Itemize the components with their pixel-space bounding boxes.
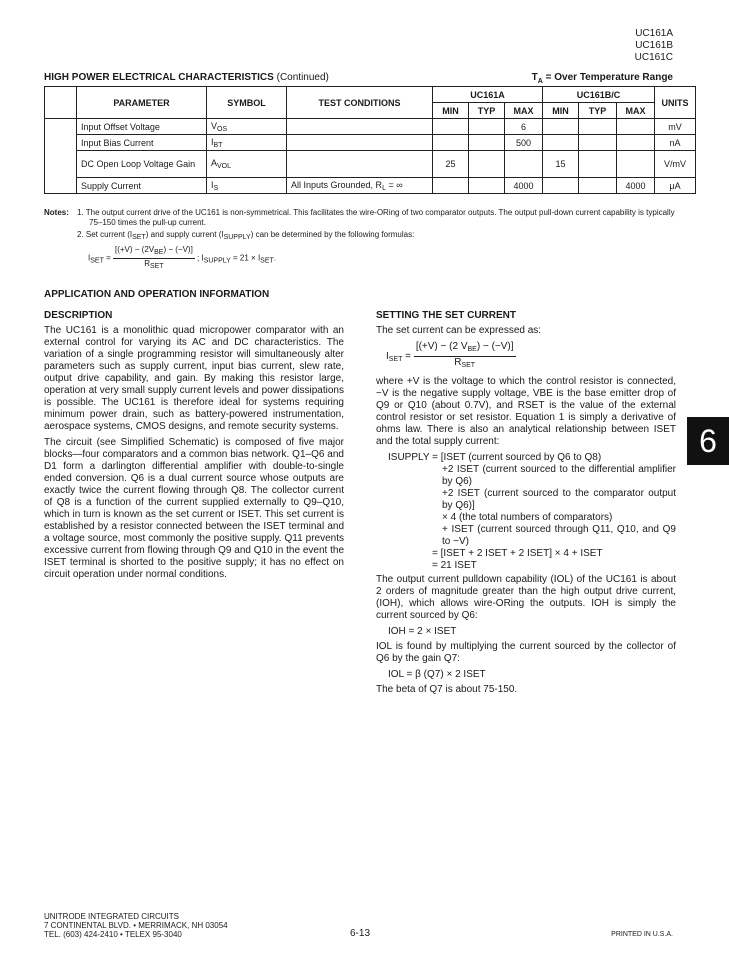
table-row: Input Bias Current $I_{BT}$ 500 nA xyxy=(45,135,696,151)
ioh-equation: IOH = 2 × ISET xyxy=(388,626,457,637)
part-number: UC161B xyxy=(635,40,673,51)
col-header-max: MAX xyxy=(617,103,655,119)
table-row: Supply Current $I_S$ All Inputs Grounded, $R_L$ = ∞ 4000 4000 μA xyxy=(45,178,696,194)
iol-equation: IOL = β (Q7) × 2 ISET xyxy=(388,669,486,680)
set-current-equation: $I_{SET}$ = $\frac{[(+V) - (2 V_{BE}) - (-V)]}{R_{SET}}$ xyxy=(386,341,514,369)
notes xyxy=(44,208,684,272)
temp-condition: $T_A$ = Over Temperature Range xyxy=(531,72,673,85)
part-number: UC161A xyxy=(635,28,673,39)
col-header-typ: TYP xyxy=(579,103,617,119)
col-header-units: UNITS xyxy=(655,87,696,119)
printed-label: PRINTED IN U.S.A. xyxy=(611,931,673,938)
col-header-max: MAX xyxy=(505,103,543,119)
col-header-parameter: PARAMETER xyxy=(77,87,207,119)
col-header-typ: TYP xyxy=(469,103,505,119)
supply-derivation: ISUPPLY = [ISET (current sourced by Q6 to Q8) +2 ISET (current sourced to the differential amplifier by Q6) +2 ISET (current sourced to the comparator output by Q6)] × 4 (the total numbers of comparators) + ISET (current sourced through Q11, Q10, and Q9 to −V) = [ISET + 2 ISET + 2 ISET] × 4 + ISET = 21 ISET xyxy=(388,452,676,571)
section-title: HIGH POWER ELECTRICAL CHARACTERISTICS (Continued) xyxy=(44,72,329,83)
app-title: APPLICATION AND OPERATION INFORMATION xyxy=(44,289,270,300)
col-header-symbol: SYMBOL xyxy=(207,87,287,119)
footer-address: UNITRODE INTEGRATED CIRCUITS 7 CONTINENTAL BLVD. • MERRIMACK, NH 03054 TEL. (603) 424-2410 • TELEX 95-3040 xyxy=(44,912,228,939)
table-row: Input Offset Voltage $V_{OS}$ 6 mV xyxy=(45,119,696,135)
part-number: UC161C xyxy=(634,52,673,63)
col-header-test-conditions: TEST CONDITIONS xyxy=(287,87,433,119)
note-2: 2. Set current (ISET) and supply current (ISUPPLY) can be determined by the following formulas: xyxy=(77,230,415,241)
part-numbers xyxy=(635,28,673,64)
notes-label: Notes: xyxy=(44,208,69,217)
table-row: DC Open Loop Voltage Gain $A_{VOL}$ 25 15 V/mV xyxy=(45,151,696,178)
col-header-min: MIN xyxy=(543,103,579,119)
description-column xyxy=(44,310,344,585)
characteristics-table xyxy=(44,86,696,194)
page-number: 6-13 xyxy=(350,928,371,939)
description-paragraph: The circuit (see Simplified Schematic) is composed of five major blocks—four comparators and a common bias network. Q1–Q6 and D1 form a darlington differential amplifier with double-to-single ended conversion. Q6 is a dual current source whose outputs are exactly twice the current flowing through Q8. The collector current of Q8 is a function of the current supplied externally to Q9–Q10, which in turn is known as the set current or ISET. This set current is established by a resistor connected between the ISET terminal and a voltage source, most commonly the positive supply. Q11 prevents excessive current from flowing through Q9 and Q10 in the event the ISET terminal is shorted to the positive supply; it has no effect on circuit operation under normal conditions. xyxy=(44,437,344,580)
set-current-column: SETTING THE SET CURRENT The set current can be expressed as: $I_{SET}$ = $\frac{[(+V) - (2 V_{BE}) - (-V)]}{R_{SET}}$ where +V is the voltage to which the control resistor is connected, −V is the negative supply voltage, VBE is the base emitter drop of Q9 or Q10 (about 0.7V), and RSET is the value of the external control resistor or set resistor. Equation 1 is simply a derivative of ohms law. There is also an analytical relationship between ISET and the total supply current: ISUPPLY = [ISET (current sourced by Q6 to Q8) +2 ISET (current sourced to the differential amplifier by Q6) +2 ISET (current sourced to the comparator output by Q6)] × 4 (the total numbers of comparators) + ISET (current sourced through Q11, Q10, and Q9 to −V) = [ISET + 2 ISET + 2 ISET] × 4 + ISET = 21 ISET The output current pulldown capability (IOL) of the UC161 is about 2 orders of magnitude greater than the high output drive current, (IOH), which allows wire-ORing the outputs. IOH is simply the current sourced by Q6: IOH = 2 × ISET IOL is found by multiplying the current sourced by the collector of Q6 by the gain Q7: IOL = β (Q7) × 2 ISET The beta of Q7 is about 75-150. xyxy=(376,310,676,695)
note-formula: ISET = $\frac{\text{[(+V) − (2VBE) − (−V)]}}{\text{RSET}}$ ; ISUPPLY = 21 × ISET. xyxy=(88,245,277,270)
col-header-uc161bc: UC161B/C xyxy=(543,87,655,103)
col-header-min: MIN xyxy=(433,103,469,119)
blank-cell xyxy=(45,87,77,119)
section-tab: 6 xyxy=(687,417,729,465)
description-title: DESCRIPTION xyxy=(44,310,113,321)
note-1: 1. The output current drive of the UC161 is non-symmetrical. This facilitates the wire-ORing of two comparator outputs. The output pull-down current capability is typically 75–150 times the pull-up current. xyxy=(77,208,675,227)
set-current-title: SETTING THE SET CURRENT xyxy=(376,310,517,321)
description-paragraph: The UC161 is a monolithic quad micropower comparator with an external control for varying its AC and DC characteristics. The variation of a single programming resistor will simultaneously alter parameters such as supply current, input bias current, slew rate, output drive capability, and gain. By making this resistor large, operation at very small supply current levels and power dissipations is possible. The UC161 is therefore ideal for systems requiring minimum power drain, such as battery-powered instrumentation, aerospace systems, CMOS designs, and remote security systems. xyxy=(44,325,344,432)
col-header-uc161a: UC161A xyxy=(433,87,543,103)
